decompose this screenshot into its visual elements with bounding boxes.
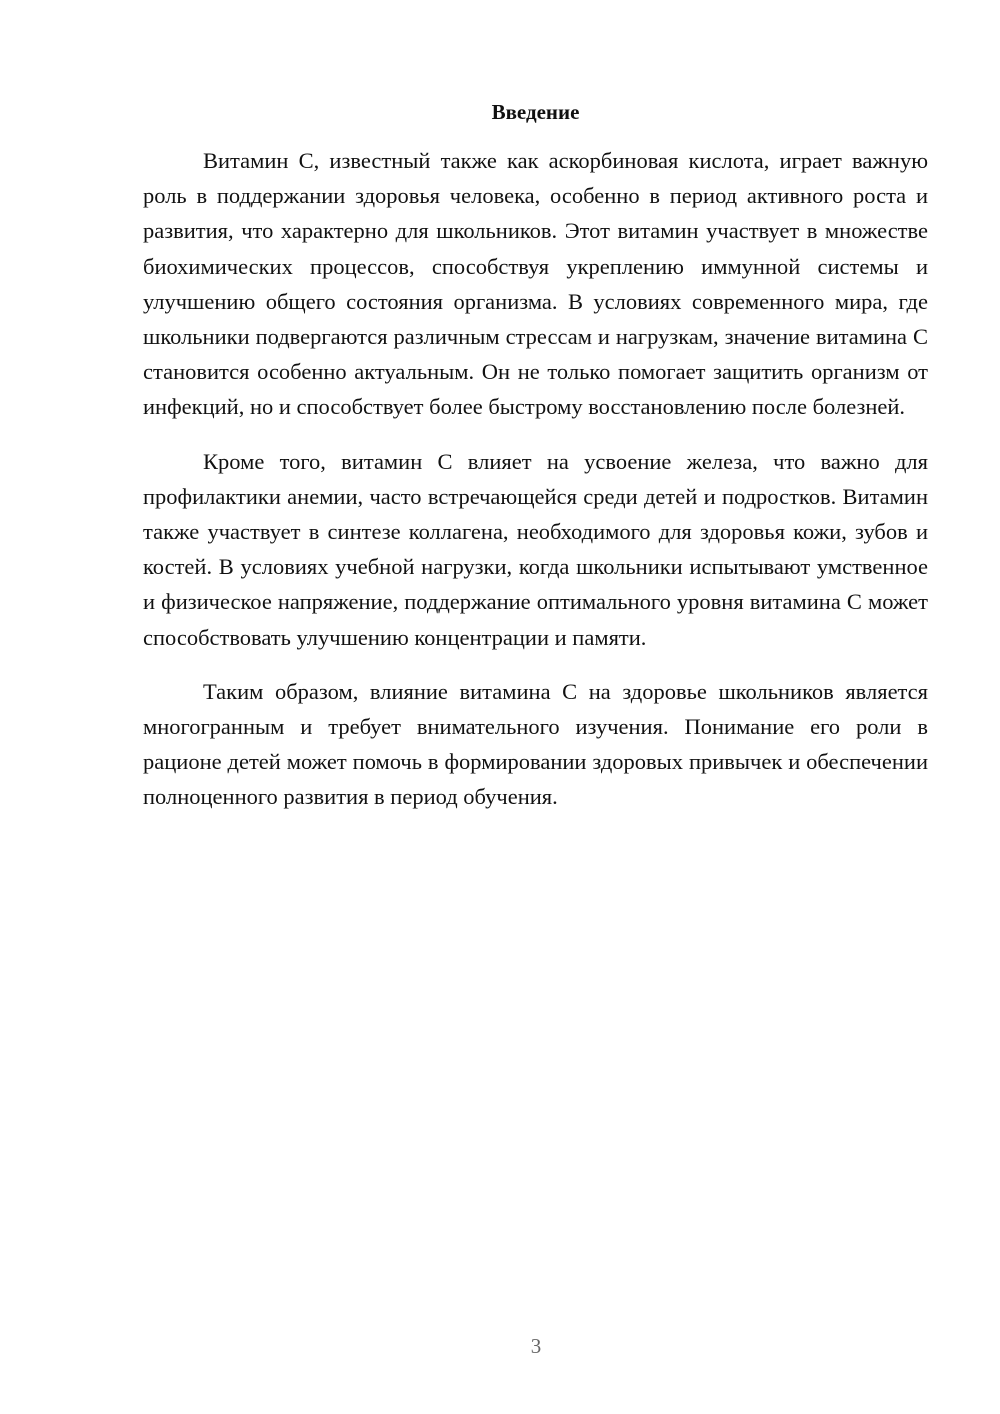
body-text xyxy=(143,143,928,834)
paragraph-1: Витамин С, известный также как аскорбиновая кислота, играет важную роль в поддержании здоровья человека, особенно в период активного роста и развития, что характерно для школьников. Этот витамин участвует в множестве биохимических процессов, способствуя укреплению иммунной системы и улучшению общего состояния организма. В условиях современного мира, где школьники подвергаются различным стрессам и нагрузкам, значение витамина С становится особенно актуальным. Он не только помогает защитить организм от инфекций, но и способствует более быстрому восстановлению после болезней. xyxy=(143,148,928,420)
paragraph-2: Кроме того, витамин С влияет на усвоение железа, что важно для профилактики анемии, часто встречающейся среди детей и подростков. Витамин также участвует в синтезе коллагена, необходимого для здоровья кожи, зубов и костей. В условиях учебной нагрузки, когда школьники испытывают умственное и физическое напряжение, поддержание оптимального уровня витамина С может способствовать улучшению концентрации и памяти. xyxy=(143,448,928,650)
page-number: 3 xyxy=(530,1334,542,1358)
section-heading: Введение xyxy=(491,100,580,124)
paragraph-3: Таким образом, влияние витамина С на здоровье школьников является многогранным и требует внимательного изучения. Понимание его роли в рационе детей может помочь в формировании здоровых привычек и обеспечении полноценного развития в период обучения. xyxy=(143,678,928,810)
